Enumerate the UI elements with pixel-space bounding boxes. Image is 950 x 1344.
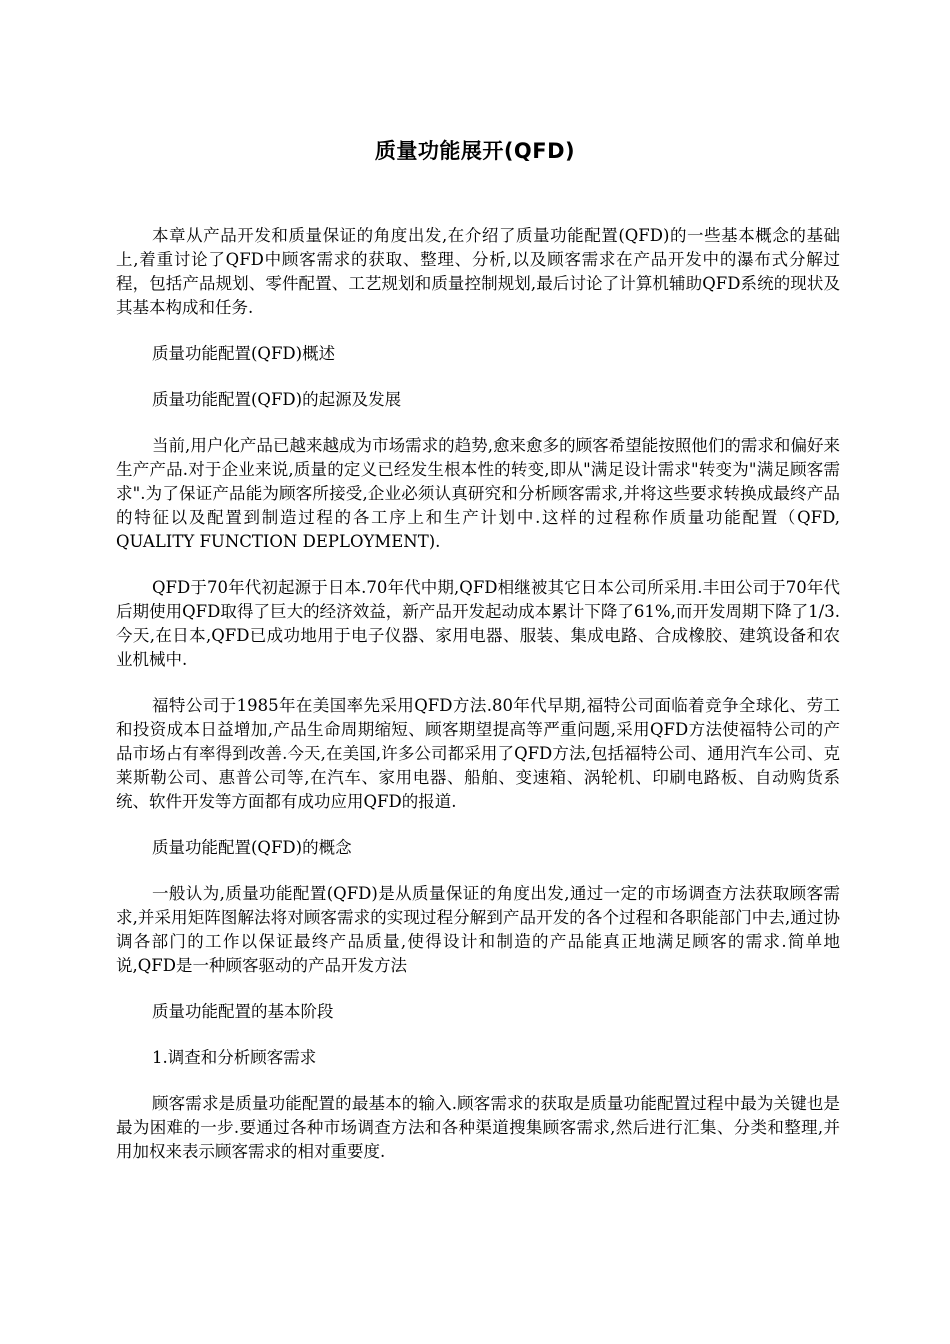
- paragraph-origin-2: QFD于70年代初起源于日本.70年代中期,QFD相继被其它日本公司所采用.丰田公司于70年代后期使用QFD取得了巨大的经济效益，新产品开发起动成本累计下降了61%,而开发周期下降了1/3.今天,在日本,QFD已成功地用于电子仪器、家用电器、服装、集成电路、合成橡胶、建筑设备和农业机械中.: [116, 578, 840, 669]
- section-heading-origin: 质量功能配置(QFD)的起源及发展: [152, 390, 402, 409]
- section-heading-stages: 质量功能配置的基本阶段: [152, 1002, 334, 1021]
- paragraph-stage-1: 顾客需求是质量功能配置的最基本的输入.顾客需求的获取是质量功能配置过程中最为关键也是最为困难的一步.要通过各种市场调查方法和各种渠道搜集顾客需求,然后进行汇集、分类和整理,并用加权来表示顾客需求的相对重要度.: [116, 1094, 840, 1161]
- document-body: [116, 224, 840, 1186]
- document-title: 质量功能展开(QFD): [374, 139, 576, 163]
- paragraph-origin-1: 当前,用户化产品已越来越成为市场需求的趋势,愈来愈多的顾客希望能按照他们的需求和偏好来生产产品.对于企业来说,质量的定义已经发生根本性的转变,即从"满足设计需求"转变为"满足顾客需求".为了保证产品能为顾客所接受,企业必须认真研究和分析顾客需求,并将这些要求转换成最终产品的特征以及配置到制造过程的各工序上和生产计划中.这样的过程称作质量功能配置（QFD, QUALITY FUNCTION DEPLOYMENT).: [116, 436, 840, 551]
- paragraph-intro: 本章从产品开发和质量保证的角度出发,在介绍了质量功能配置(QFD)的一些基本概念的基础上,着重讨论了QFD中顾客需求的获取、整理、分析,以及顾客需求在产品开发中的瀑布式分解过程，包括产品规划、零件配置、工艺规划和质量控制规划,最后讨论了计算机辅助QFD系统的现状及其基本构成和任务.: [116, 226, 840, 317]
- paragraph-concept: 一般认为,质量功能配置(QFD)是从质量保证的角度出发,通过一定的市场调查方法获取顾客需求,并采用矩阵图解法将对顾客需求的实现过程分解到产品开发的各个过程和各职能部门中去,通过协调各部门的工作以保证最终产品质量,使得设计和制造的产品能真正地满足顾客的需求.简单地说,QFD是一种顾客驱动的产品开发方法: [116, 884, 840, 975]
- section-heading-concept: 质量功能配置(QFD)的概念: [152, 838, 352, 857]
- section-heading-overview: 质量功能配置(QFD)概述: [152, 344, 336, 363]
- subsection-heading-1: 1.调查和分析顾客需求: [152, 1048, 317, 1067]
- paragraph-origin-3: 福特公司于1985年在美国率先采用QFD方法.80年代早期,福特公司面临着竞争全球化、劳工和投资成本日益增加,产品生命周期缩短、顾客期望提高等严重问题,采用QFD方法使福特公司的产品市场占有率得到改善.今天,在美国,许多公司都采用了QFD方法,包括福特公司、通用汽车公司、克莱斯勒公司、惠普公司等,在汽车、家用电器、船舶、变速箱、涡轮机、印刷电路板、自动购货系统、软件开发等方面都有成功应用QFD的报道.: [116, 696, 840, 811]
